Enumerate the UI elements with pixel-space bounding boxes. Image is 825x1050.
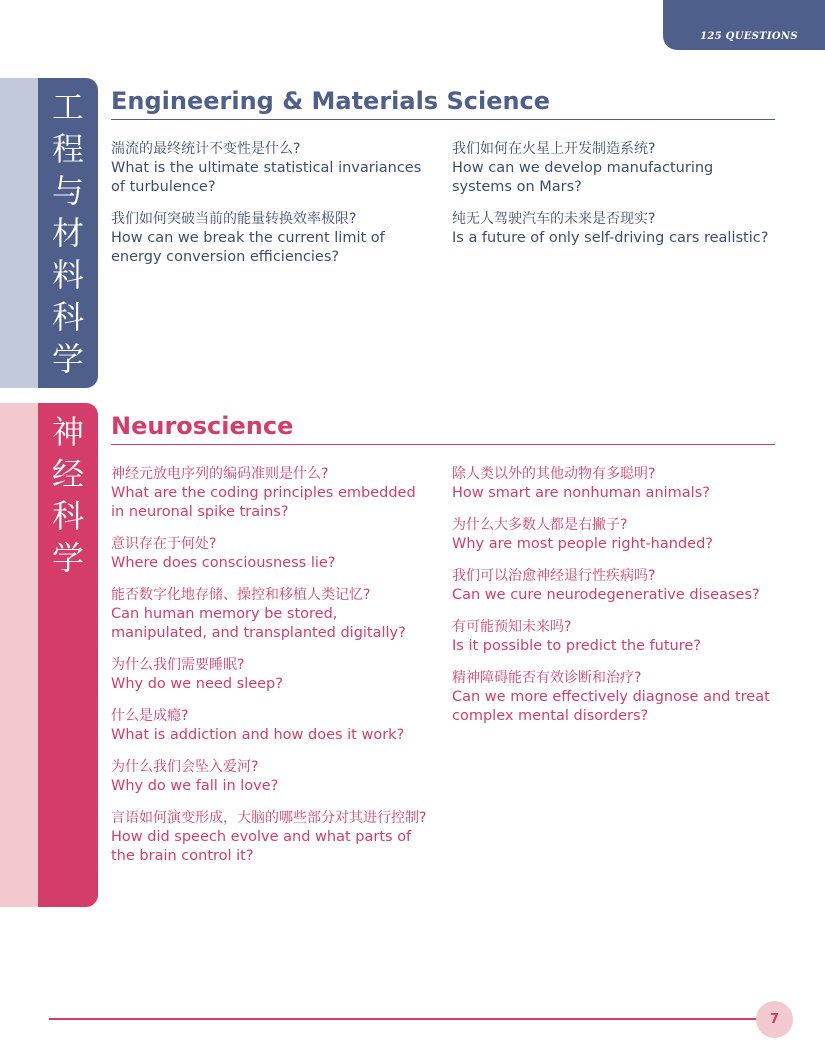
question-en: Can we more effectively diagnose and treat complex mental disorders? [452,689,770,724]
question-en: Why do we fall in love? [111,778,279,794]
engineering-left-column [111,139,431,279]
question-en: Why do we need sleep? [111,676,283,692]
question-zh: 我们如何突破当前的能量转换效率极限? [111,211,357,227]
question-item [111,534,431,573]
question-en: What is the ultimate statistical invariances of turbulence? [111,160,422,195]
question-en: Is a future of only self-driving cars realistic? [452,230,769,246]
question-item [111,209,431,267]
question-zh: 为什么我们会坠入爱河? [111,759,259,775]
footer-rule [49,1018,759,1020]
question-en: What is addiction and how does it work? [111,727,405,743]
tab-char: 材 [51,214,84,252]
question-item [452,668,772,726]
tab-char: 科 [51,298,84,336]
tab-char: 经 [51,455,84,493]
question-item [111,706,431,745]
question-en: Where does consciousness lie? [111,555,336,571]
question-item [111,585,431,643]
question-item [452,209,772,248]
question-zh: 为什么大多数人都是右撇子? [452,517,628,533]
question-zh: 意识存在于何处? [111,536,217,552]
question-item [111,464,431,522]
tab-char: 学 [51,340,84,378]
question-zh: 湍流的最终统计不变性是什么? [111,141,301,157]
tab-char: 程 [51,130,84,168]
tab-char: 神 [51,413,84,451]
question-en: What are the coding principles embedded in neuronal spike trains? [111,485,416,520]
question-en: Can we cure neurodegenerative diseases? [452,587,760,603]
question-en: Is it possible to predict the future? [452,638,702,654]
tab-char: 学 [51,539,84,577]
question-item [111,655,431,694]
question-en: Why are most people right-handed? [452,536,713,552]
tab-char: 料 [51,256,84,294]
question-en: How can we develop manufacturing systems on Mars? [452,160,714,195]
neuroscience-side-band [0,403,40,907]
question-zh: 我们如何在火星上开发制造系统? [452,141,656,157]
page-number-badge [756,1001,793,1038]
question-item [452,617,772,656]
question-zh: 言语如何演变形成，大脑的哪些部分对其进行控制? [111,810,427,826]
engineering-vertical-tab [38,78,98,388]
engineering-right-column [452,139,772,260]
question-item [452,566,772,605]
page-number: 7 [769,1012,780,1027]
engineering-side-band [0,78,40,388]
tab-char: 科 [51,497,84,535]
neuroscience-title: Neuroscience [111,412,775,445]
question-zh: 精神障碍能否有效诊断和治疗? [452,670,642,686]
question-item [452,515,772,554]
tab-char: 与 [51,172,84,210]
question-item [111,139,431,197]
tab-char: 工 [51,88,84,126]
neuroscience-left-column [111,464,431,878]
neuroscience-right-column [452,464,772,738]
question-zh: 除人类以外的其他动物有多聪明? [452,466,656,482]
question-zh: 神经元放电序列的编码准则是什么? [111,466,329,482]
question-zh: 我们可以治愈神经退行性疾病吗? [452,568,656,584]
question-zh: 纯无人驾驶汽车的未来是否现实? [452,211,656,227]
question-zh: 为什么我们需要睡眠? [111,657,245,673]
neuroscience-vertical-tab [38,403,98,907]
question-zh: 有可能预知未来吗? [452,619,572,635]
question-item [111,808,431,866]
question-item [111,757,431,796]
question-en: How smart are nonhuman animals? [452,485,710,501]
question-item [452,139,772,197]
header-tab [663,0,825,50]
header-label: 125 QUESTIONS [700,31,798,42]
question-en: How can we break the current limit of energy conversion efficiencies? [111,230,385,265]
question-en: Can human memory be stored, manipulated, and transplanted digitally? [111,606,406,641]
question-en: How did speech evolve and what parts of the brain control it? [111,829,412,864]
question-zh: 能否数字化地存储、操控和移植人类记忆? [111,587,371,603]
question-zh: 什么是成瘾? [111,708,189,724]
question-item [452,464,772,503]
engineering-title: Engineering & Materials Science [111,87,775,120]
